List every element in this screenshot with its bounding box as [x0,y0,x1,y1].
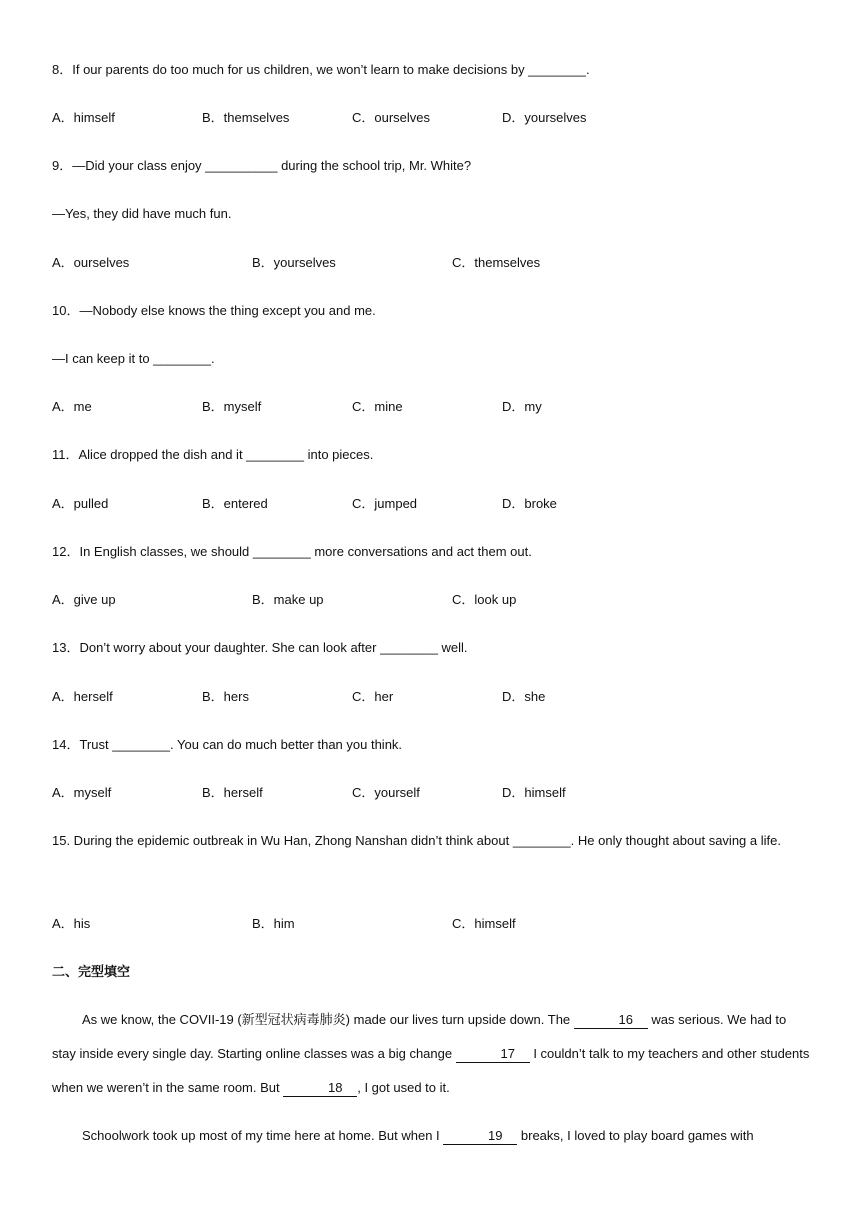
question-12-stem: 12．In English classes, we should ________ more conversations and act them out. [52,544,532,559]
option-b: B．entered [202,496,268,511]
option-c: C．ourselves [352,110,431,125]
option-a: A．ourselves [52,255,130,270]
question-10-reply: —I can keep it to ________. [52,351,215,366]
option-a: A．himself [52,110,115,125]
blank-18: 18 [283,1080,357,1097]
passage-text: breaks, I loved to play board games with [517,1128,754,1143]
passage-paragraph-1 [52,1003,812,1105]
option-d: D．yourselves [502,110,587,125]
question-11-stem: 11．Alice dropped the dish and it ________ into pieces. [52,447,374,462]
question-9-stem: 9．—Did your class enjoy __________ during the school trip, Mr. White? [52,158,472,173]
option-c: C．yourself [352,785,420,800]
option-d: D．she [502,689,546,704]
option-c: C．himself [452,916,516,931]
option-b: B．themselves [202,110,290,125]
passage-text: Schoolwork took up most of my time here at home. But when I [82,1128,444,1143]
blank-19: 19 [443,1128,517,1145]
option-a: A．give up [52,592,116,607]
option-c: C．look up [452,592,517,607]
option-c: C．mine [352,399,403,414]
option-a: A．me [52,399,92,414]
option-b: B．him [252,916,295,931]
option-a: A．his [52,916,91,931]
option-b: B．herself [202,785,263,800]
option-b: B．hers [202,689,249,704]
blank-17: 17 [456,1046,530,1063]
option-c: C．her [352,689,394,704]
question-14-stem: 14．Trust ________. You can do much better than you think. [52,737,403,752]
question-9-reply: —Yes, they did have much fun. [52,206,232,221]
blank-16: 16 [574,1012,648,1029]
option-d: D．my [502,399,542,414]
passage-text: was serious. We had to stay inside every single day. Starting online classes was a big change [52,1012,787,1061]
question-13-stem: 13．Don’t worry about your daughter. She can look after ________ well. [52,640,468,655]
section-title: 二、完型填空 [52,964,131,979]
question-8-stem: 8．If our parents do too much for us children, we won’t learn to make decisions by ________. [52,62,590,77]
question-15-stem: 15. During the epidemic outbreak in Wu Han, Zhong Nanshan didn’t think about ________. He only thought about saving a life. [52,833,781,848]
passage-text: , I got used to it. [357,1080,450,1095]
passage-text: I couldn’t talk to my teachers and other students when we weren’t in the same room. But [52,1046,810,1095]
option-a: A．herself [52,689,113,704]
passage-paragraph-2 [52,1119,812,1153]
option-a: A．myself [52,785,112,800]
option-b: B．myself [202,399,262,414]
option-d: D．himself [502,785,566,800]
option-c: C．themselves [452,255,541,270]
option-b: B．yourselves [252,255,336,270]
option-a: A．pulled [52,496,109,511]
question-10-stem: 10．—Nobody else knows the thing except you and me. [52,303,376,318]
passage-text: As we know, the COVII-19 (新型冠状病毒肺炎) made our lives turn upside down. The [82,1012,574,1027]
option-d: D．broke [502,496,557,511]
option-c: C．jumped [352,496,418,511]
option-b: B．make up [252,592,324,607]
